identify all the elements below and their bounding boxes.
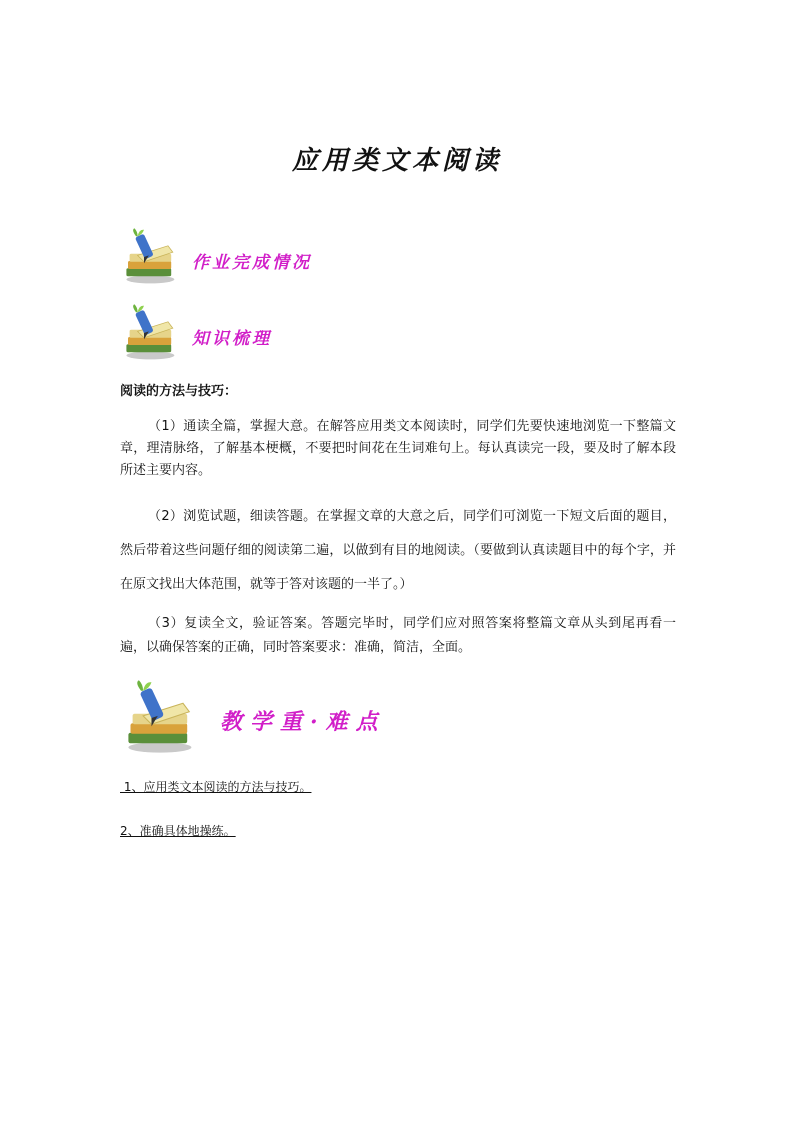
section-label-knowledge: 知识梳理 [192, 328, 272, 349]
section-label-homework: 作业完成情况 [192, 252, 312, 273]
key-point-2: 2、准确具体地操练。 [120, 824, 236, 838]
books-pen-icon [120, 228, 184, 286]
knowledge-subheading: 阅读的方法与技巧： [120, 384, 238, 399]
books-pen-icon [120, 304, 184, 362]
section-homework [120, 228, 312, 286]
section-key-points [120, 678, 386, 758]
section-label-key-points: 教学重·难点 [220, 708, 386, 735]
key-point-1: 1、应用类文本阅读的方法与技巧。 [120, 780, 312, 794]
books-pen-icon [120, 678, 204, 758]
paragraph-1: （1）通读全篇，掌握大意。在解答应用类文本阅读时，同学们先要快速地浏览一下整篇文章，理清脉络，了解基本梗概，不要把时间花在生词难句上。每认真读完一段，要及时了解本段所述主要内容。 [120, 419, 676, 478]
section-knowledge [120, 304, 272, 362]
page-title: 应用类文本阅读 [291, 146, 502, 176]
paragraph-3: （3）复读全文，验证答案。答题完毕时，同学们应对照答案将整篇文章从头到尾再看一遍，以确保答案的正确，同时答案要求：准确，简洁，全面。 [120, 616, 676, 655]
paragraph-2: （2）浏览试题，细读答题。在掌握文章的大意之后，同学们可浏览一下短文后面的题目，然后带着这些问题仔细的阅读第二遍，以做到有目的地阅读。（要做到认真读题目中的每个字，并在原文找出大体范围，就等于答对该题的一半了。） [120, 509, 676, 592]
